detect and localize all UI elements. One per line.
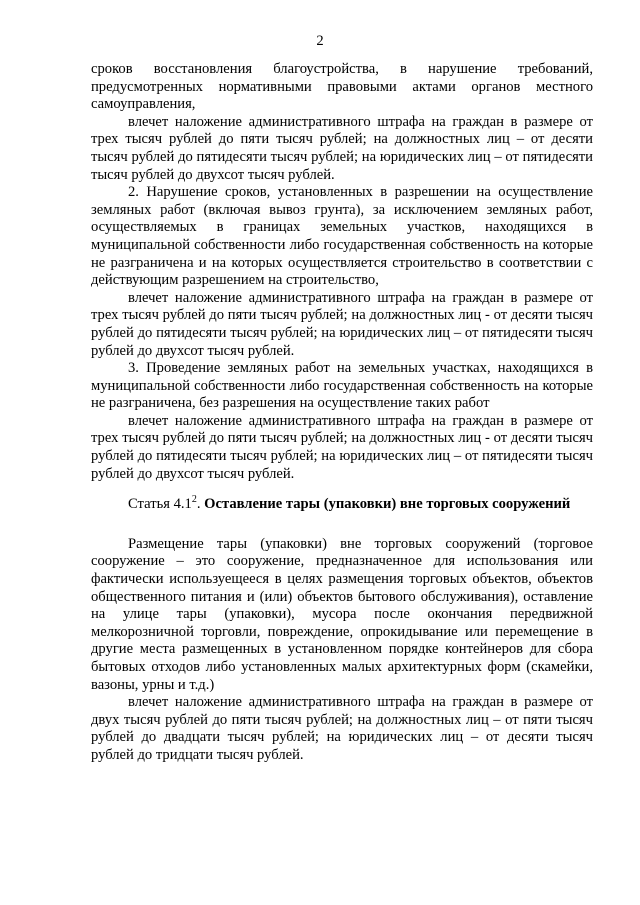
paragraph-article-penalty: влечет наложение административного штрафа на граждан в размере от двух тысяч рублей до пяти тысяч рублей; на должностных лиц – от пяти тысяч рублей до двадцати тысяч рублей; на юридических лиц – от десяти тысяч рублей до тридцати тысяч рублей.: [91, 694, 593, 763]
paragraph-penalty-1: влечет наложение административного штрафа на граждан в размере от трех тысяч рублей до пяти тысяч рублей; на должностных лиц – от десяти тысяч рублей до пятидесяти тысяч рублей; на юридических лиц – от пятидесяти тысяч рублей до двухсот тысяч рублей.: [91, 113, 593, 183]
document-body: [91, 61, 593, 765]
article-superscript: 2: [191, 494, 197, 506]
paragraph-penalty-3: влечет наложение административного штрафа на граждан в размере от трех тысяч рублей до пяти тысяч рублей; на должностных лиц - от десяти тысяч рублей до пятидесяти тысяч рублей; на юридических лиц – от пятидесяти тысяч рублей до двухсот тысяч рублей.: [91, 412, 593, 482]
article-title: Оставление тары (упаковки) вне торговых сооружений: [204, 496, 571, 513]
article-separator: .: [196, 496, 205, 513]
paragraph-item-2: 2. Нарушение сроков, установленных в разрешении на осуществление земляных работ (включая вывоз грунта), за исключением земляных работ, осуществляемых в границах земельных участков, находящихся в муниципальной собственности либо государственная собственность на которые не разграничена и на которых осуществляется строительство в соответствии с действующим разрешением на строительство,: [91, 184, 593, 289]
paragraph-continuation: сроков восстановления благоустройства, в нарушение требований, предусмотренных нормативными правовыми актами органов местного самоуправления,: [91, 61, 593, 113]
article-label: Статья 4.1: [128, 496, 192, 513]
paragraph-article-text: Размещение тары (упаковки) вне торговых сооружений (торговое сооружение – это сооружение, предназначенное для использования или фактически используещееся в целях размещения торговых объектов, объектов общественного питания и (или) объектов бытового обслуживания), оставление на улице тары (упаковки), мусора после окончания передвижной мелкорозничной торговли, повреждение, опрокидывание или перемещение в другие места размещенных в установленном порядке контейнеров для сбора бытовых отходов либо установленных малых архитектурных форм (скамейки, вазоны, урны и т.д.): [91, 535, 593, 693]
paragraph-penalty-2: влечет наложение административного штрафа на граждан в размере от трех тысяч рублей до пяти тысяч рублей; на должностных лиц - от десяти тысяч рублей до пятидесяти тысяч рублей; на юридических лиц – от пятидесяти тысяч рублей до двухсот тысяч рублей.: [91, 289, 593, 359]
article-heading: [91, 496, 593, 514]
paragraph-item-3: 3. Проведение земляных работ на земельных участках, находящихся в муниципальной собственности либо государственная собственность на которые не разграничена, без разрешения на осуществление таких работ: [91, 360, 593, 412]
page-number: 2: [316, 33, 324, 49]
spacer: [91, 514, 593, 536]
